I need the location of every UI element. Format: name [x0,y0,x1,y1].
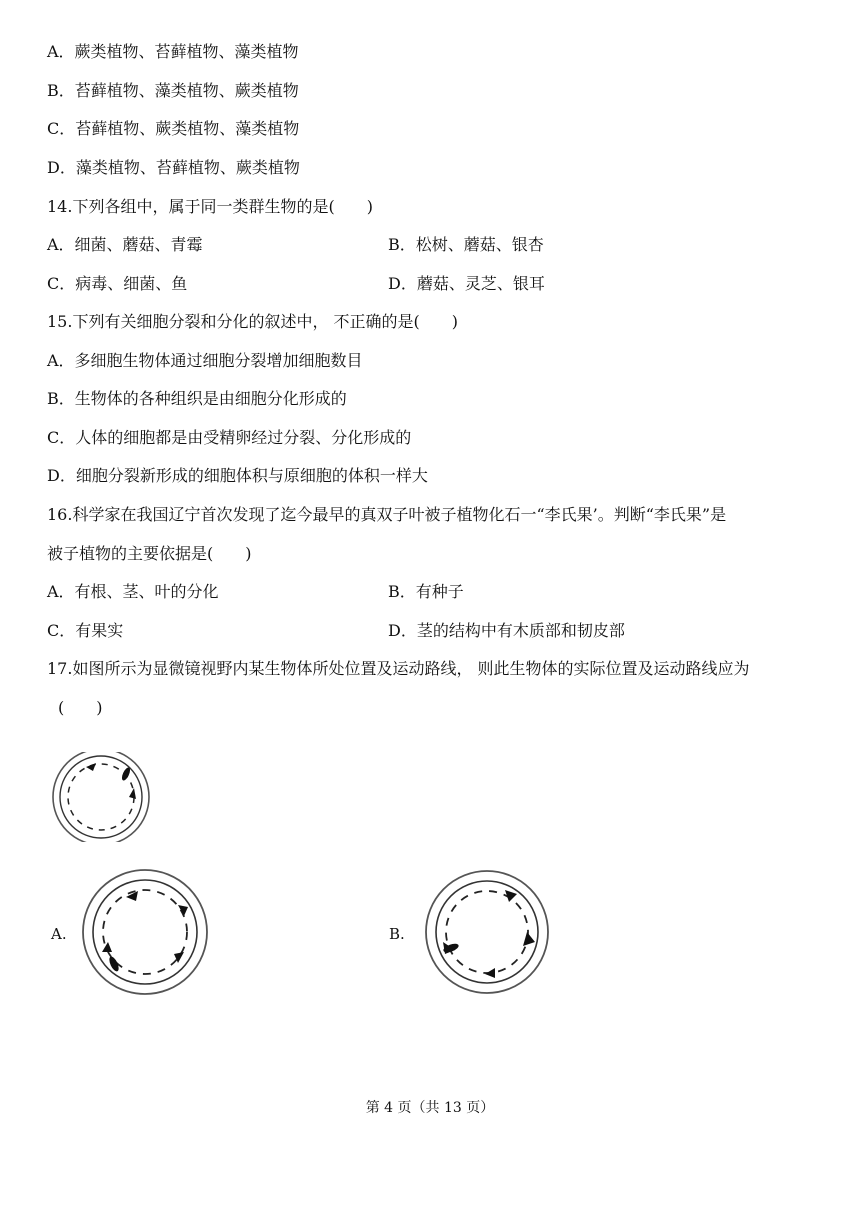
q15-option-d: D．细胞分裂新形成的细胞体积与原细胞的体积一样大 [47,466,428,485]
q13-option-b: B．苔藓植物、藻类植物、蕨类植物 [47,81,299,100]
microscope-field-figure [50,752,152,842]
q16-option-c: C．有果实 [47,621,124,640]
q15-option-c: C．人体的细胞都是由受精卵经过分裂、分化形成的 [47,428,412,447]
q17-stem-line2: ( ) [58,698,103,717]
q16-option-d: D．茎的结构中有木质部和韧皮部 [388,621,625,640]
q14-option-b: B．松树、蘑菇、银杏 [388,235,544,254]
q14-stem: 14.下列各组中，属于同一类群生物的是( ) [47,197,373,216]
q13-option-a: A．蕨类植物、苔藓植物、藻类植物 [47,42,299,61]
q14-option-d: D．蘑菇、灵芝、银耳 [388,274,545,293]
q16-option-a: A．有根、茎、叶的分化 [47,582,219,601]
option-a-figure [80,866,210,998]
page-footer: 第 4 页（共 13 页） [365,1100,495,1116]
q16-stem-line1: 16.科学家在我国辽宁首次发现了迄今最早的真双子叶被子植物化石一“李氏果’。判断“李氏果”是 [47,505,727,524]
q16-option-b: B．有种子 [388,582,464,601]
q14-option-a: A．细菌、蘑菇、青霉 [47,235,203,254]
q13-option-c: C．苔藓植物、蕨类植物、藻类植物 [47,119,300,138]
q15-option-b: B．生物体的各种组织是由细胞分化形成的 [47,389,347,408]
q16-stem-line2: 被子植物的主要依据是( ) [47,544,252,563]
q15-stem: 15.下列有关细胞分裂和分化的叙述中， 不正确的是( ) [47,312,459,331]
q13-option-d: D．藻类植物、苔藓植物、蕨类植物 [47,158,300,177]
q17-figure-label-a: A. [51,925,67,943]
q14-option-c: C．病毒、细菌、鱼 [47,274,188,293]
option-b-figure [423,868,551,996]
q17-figure-label-b: B. [389,925,405,943]
q15-option-a: A．多细胞生物体通过细胞分裂增加细胞数目 [47,351,363,370]
q17-stem-line1: 17.如图所示为显微镜视野内某生物体所处位置及运动路线， 则此生物体的实际位置及运动路线应为 [47,659,750,678]
